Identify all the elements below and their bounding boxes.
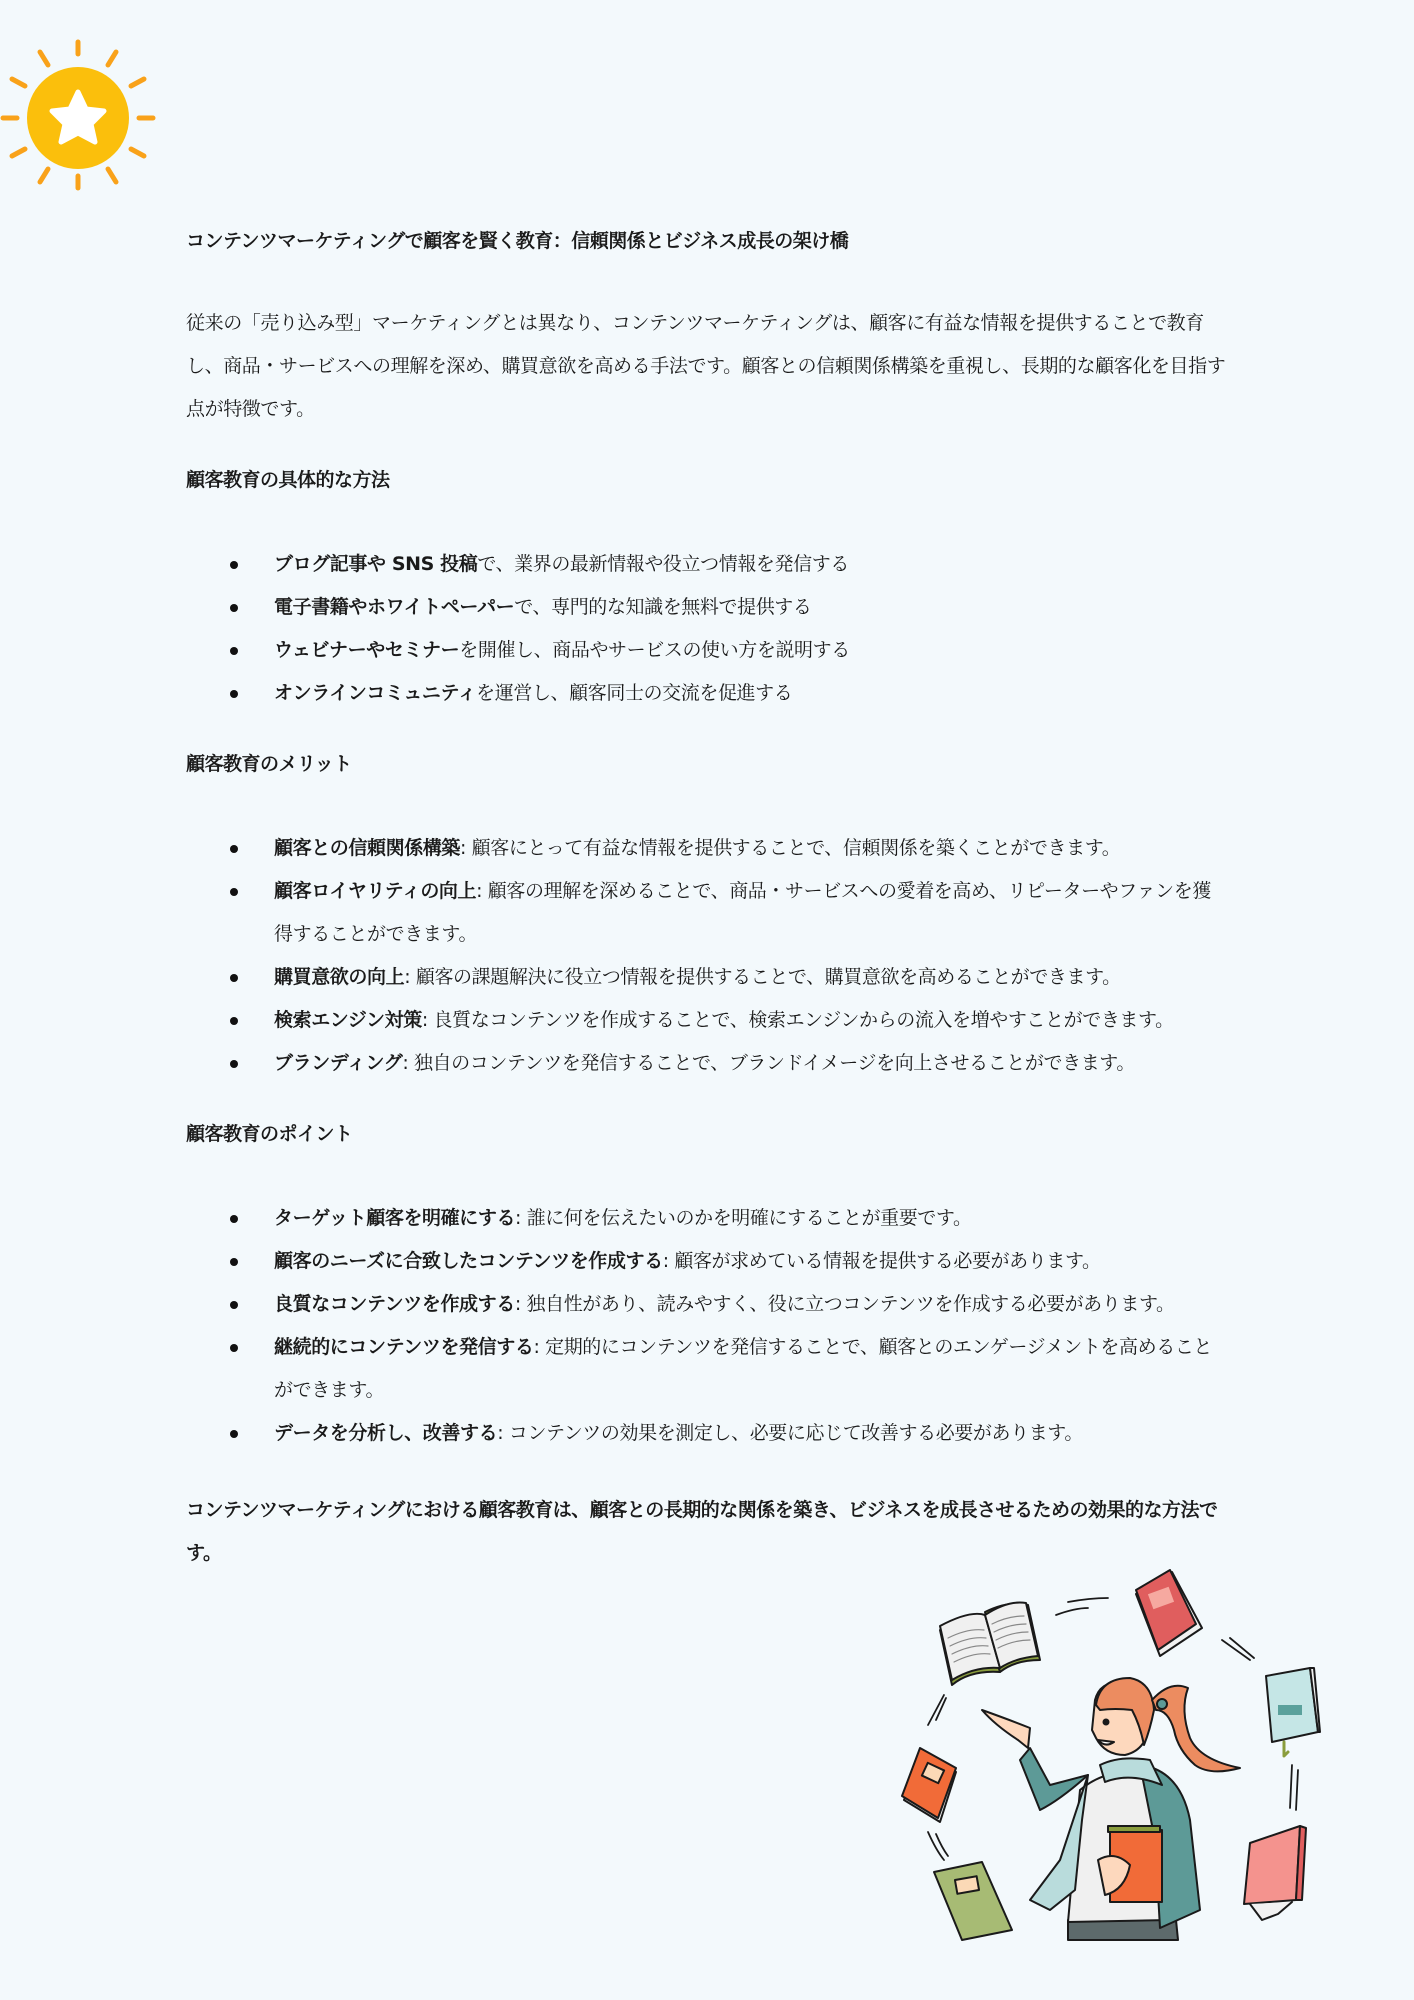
item-text: : 顧客が求めている情報を提供する必要があります。 — [662, 1250, 1101, 1272]
item-text: で、業界の最新情報や役立つ情報を発信する — [477, 553, 849, 575]
bullet-icon — [230, 1215, 238, 1223]
list-item — [230, 1412, 1236, 1455]
item-bold: ターゲット顧客を明確にする — [274, 1207, 516, 1229]
item-text: : 顧客の課題解決に役立つ情報を提供することで、購買意欲を高めることができます。 — [404, 966, 1121, 988]
conclusion-paragraph: コンテンツマーケティングにおける顧客教育は、顧客との長期的な関係を築き、ビジネスを成長させるための効果的な方法です。 — [186, 1499, 1218, 1564]
bullet-icon — [230, 974, 238, 982]
item-text: : 独自性があり、読みやすく、役に立つコンテンツを作成する必要があります。 — [514, 1293, 1175, 1315]
item-bold: データを分析し、改善する — [274, 1422, 498, 1444]
item-bold: 電子書籍やホワイトペーパー — [274, 596, 515, 618]
sun-star-icon — [0, 35, 160, 195]
benefits-list — [230, 827, 1236, 1085]
bullet-icon — [230, 561, 238, 569]
item-bold: 良質なコンテンツを作成する — [274, 1293, 515, 1315]
document-title: コンテンツマーケティングで顧客を賢く教育：信頼関係とビジネス成長の架け橋 — [186, 230, 849, 252]
bullet-icon — [230, 845, 238, 853]
item-text: で、専門的な知識を無料で提供する — [514, 596, 812, 618]
bullet-icon — [230, 1017, 238, 1025]
item-text: : 独自のコンテンツを発信することで、ブランドイメージを向上させることができます。 — [402, 1052, 1135, 1074]
section-heading-benefits: 顧客教育のメリット — [186, 753, 352, 775]
list-item — [230, 1197, 1236, 1240]
list-item — [230, 1283, 1236, 1326]
item-bold: 顧客との信頼関係構築 — [274, 837, 461, 859]
bullet-icon — [230, 1060, 238, 1068]
item-text: : 定期的にコンテンツを発信することで、顧客とのエンゲージメントを高めることができます。 — [274, 1336, 1213, 1401]
list-item — [230, 999, 1236, 1042]
list-item — [230, 1326, 1236, 1412]
item-bold: オンラインコミュニティ — [274, 682, 477, 704]
section-heading-methods: 顧客教育の具体的な方法 — [186, 469, 390, 491]
section-heading-points: 顧客教育のポイント — [186, 1123, 353, 1145]
item-text: : 顧客にとって有益な情報を提供することで、信頼関係を築くことができます。 — [460, 837, 1121, 859]
bullet-icon — [230, 1430, 238, 1438]
intro-paragraph: 従来の「売り込み型」マーケティングとは異なり、コンテンツマーケティングは、顧客に有益な情報を提供することで教育し、商品・サービスへの理解を深め、購買意欲を高める手法です。顧客との信頼関係構築を重視し、長期的な顧客化を目指す点が特徴です。 — [186, 312, 1226, 420]
list-item — [230, 543, 1236, 586]
item-bold: 顧客ロイヤリティの向上 — [274, 880, 477, 902]
list-item — [230, 629, 1236, 672]
item-bold: ウェビナーやセミナー — [274, 639, 460, 661]
bullet-icon — [230, 690, 238, 698]
list-item — [230, 1240, 1236, 1283]
list-item — [230, 870, 1236, 956]
bullet-icon — [230, 1258, 238, 1266]
list-item — [230, 672, 1236, 715]
item-text: : 良質なコンテンツを作成することで、検索エンジンからの流入を増やすことができます。 — [421, 1009, 1174, 1031]
item-bold: ブログ記事や SNS 投稿 — [274, 553, 478, 575]
points-list — [230, 1197, 1236, 1455]
orange-book-icon — [902, 1748, 956, 1822]
item-text: : コンテンツの効果を測定し、必要に応じて改善する必要があります。 — [497, 1422, 1083, 1444]
document — [186, 226, 1236, 1575]
girl-juggling-books-illustration — [900, 1560, 1340, 1980]
bullet-icon — [230, 604, 238, 612]
item-bold: 継続的にコンテンツを発信する — [274, 1336, 534, 1358]
item-bold: 購買意欲の向上 — [274, 966, 405, 988]
item-bold: ブランディング — [274, 1052, 403, 1074]
list-item — [230, 586, 1236, 629]
list-item — [230, 827, 1236, 870]
red-book-icon — [1136, 1570, 1202, 1656]
pink-book-icon — [1244, 1826, 1306, 1920]
list-item — [230, 956, 1236, 999]
green-book-icon — [934, 1862, 1012, 1940]
item-bold: 顧客のニーズに合致したコンテンツを作成する — [274, 1250, 663, 1272]
methods-list — [230, 543, 1236, 715]
item-text: を運営し、顧客同士の交流を促進する — [476, 682, 793, 704]
bullet-icon — [230, 1344, 238, 1352]
bullet-icon — [230, 1301, 238, 1309]
bullet-icon — [230, 647, 238, 655]
item-text: を開催し、商品やサービスの使い方を説明する — [459, 639, 850, 661]
teal-book-icon — [1266, 1668, 1320, 1756]
bullet-icon — [230, 888, 238, 896]
item-text: : 顧客の理解を深めることで、商品・サービスへの愛着を高め、リピーターやファンを獲得することができます。 — [274, 880, 1211, 945]
list-item — [230, 1042, 1236, 1085]
item-text: : 誰に何を伝えたいのかを明確にすることが重要です。 — [515, 1207, 972, 1229]
open-book-icon — [940, 1603, 1040, 1686]
item-bold: 検索エンジン対策 — [274, 1009, 422, 1031]
